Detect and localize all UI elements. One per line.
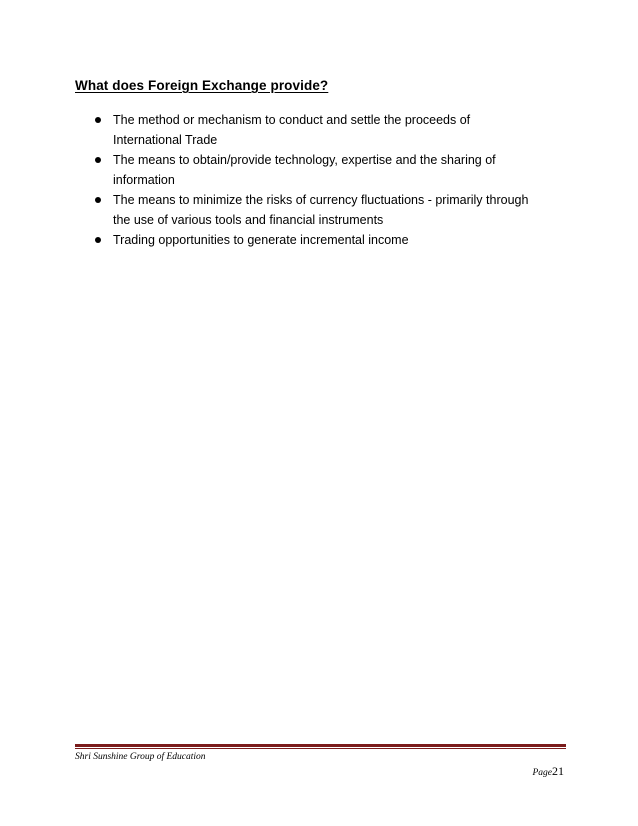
bullet-icon xyxy=(95,157,101,163)
page-number xyxy=(532,762,564,780)
list-item xyxy=(95,190,565,230)
footer-divider-thick xyxy=(75,744,566,747)
list-item-text: The means to obtain/provide technology, expertise and the sharing of information xyxy=(113,153,496,187)
page-number-label: Page xyxy=(532,768,552,778)
footer-organization: Shri Sunshine Group of Education xyxy=(75,752,206,762)
list-item-text: The means to minimize the risks of currency fluctuations - primarily through the use of various tools and financial instruments xyxy=(113,193,529,227)
list-item-text: Trading opportunities to generate incremental income xyxy=(113,233,409,247)
list-item xyxy=(95,150,565,190)
bullet-list xyxy=(95,110,565,250)
list-item xyxy=(95,110,565,150)
bullet-icon xyxy=(95,237,101,243)
list-item-text: The method or mechanism to conduct and settle the proceeds of International Trade xyxy=(113,113,471,147)
bullet-icon xyxy=(95,197,101,203)
bullet-icon xyxy=(95,117,101,123)
section-heading: What does Foreign Exchange provide? xyxy=(75,78,329,93)
footer-divider-thin xyxy=(75,748,566,749)
page-number-value: 21 xyxy=(552,764,564,778)
list-item xyxy=(95,230,565,250)
